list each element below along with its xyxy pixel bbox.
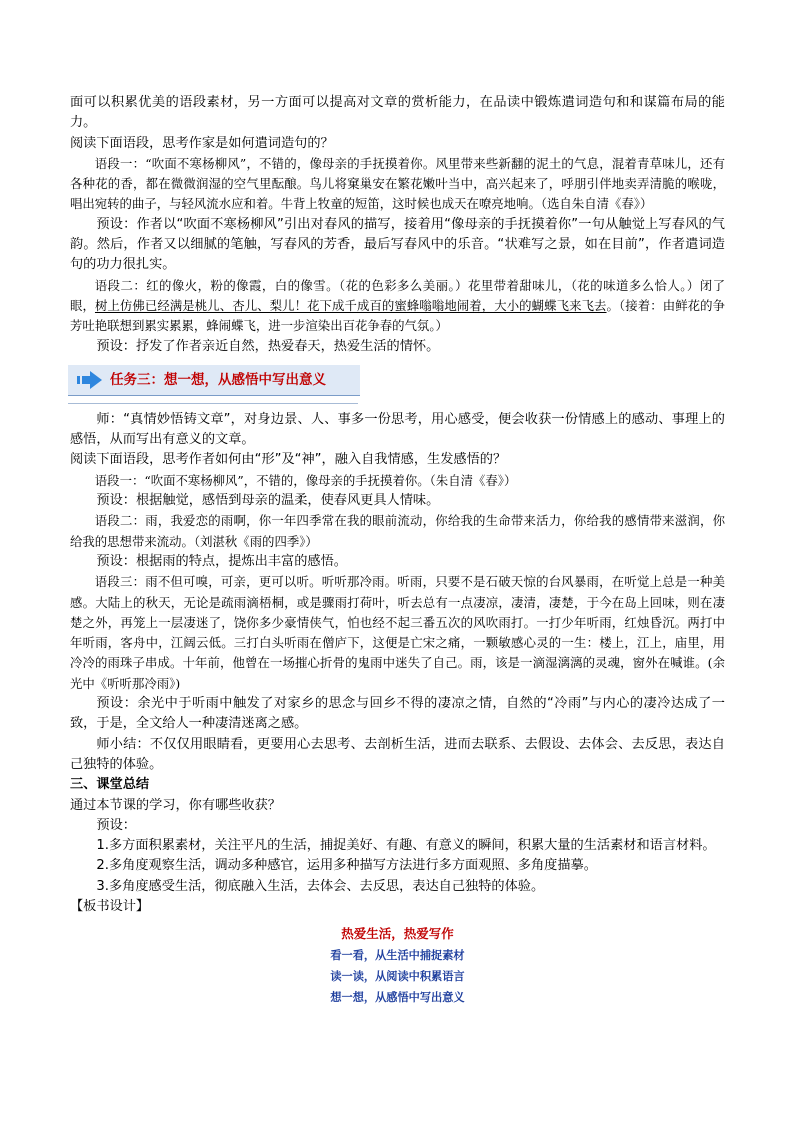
board-design-heading: 【板书设计】 — [70, 898, 150, 914]
class-summary-heading: 三、课堂总结 — [70, 777, 150, 793]
passage-two: 语段二：雨，我爱恋的雨啊，你一年四季常在我的眼前流动，你给我的生命带来活力，你给我的感情带来滋润，你给我的思想带来流动。（刘湛秋《雨的四季》） — [70, 513, 725, 549]
task-divider — [68, 403, 358, 404]
passage-three-answer: 预设：余光中于听雨中触发了对家乡的思念与回乡不得的凄凉之情，自然的“冷雨”与内心的凄冷达成了一致，于是，全文给人一种凄清迷离之感。 — [70, 696, 725, 732]
excerpt-two-end: 。（接着：由鲜花的争芳吐艳联想到累实累累，蜂闹蝶飞，进一步渲染出百花争春的气氛。） — [70, 297, 726, 334]
document-body — [70, 93, 725, 1008]
passage-one: 语段一：“吹面不寒杨柳风”，不错的，像母亲的手抚摸着你。（朱自清《春》） — [94, 472, 517, 488]
task-three-banner — [68, 365, 360, 396]
summary-item-2: 2.多角度观察生活，调动多种感官，运用多种描写方法进行多方面观照、多角度描摹。 — [96, 858, 597, 874]
arrow-right-icon — [77, 370, 103, 390]
board-line-1: 看一看，从生活中捕捉素材 — [330, 948, 465, 963]
intro-paragraph: 面可以积累优美的语段素材，另一方面可以提高对文章的赏析能力，在品读中锻炼遣词造句和和谋篇布局的能力。 — [70, 95, 725, 131]
excerpt-one-answer: 预设：作者以“吹面不寒杨柳风”引出对春风的描写，接着用“像母亲的手抚摸着你”一句从触觉上写春风的气韵。然后，作者又以细腻的笔触，写春风的芳香，最后写春风中的乐音。“状难写之景，如在目前”，作者遣词造句的功力很扎实。 — [70, 216, 725, 273]
passage-one-answer: 预设：根据触觉，感悟到母亲的温柔，使春风更具人情味。 — [96, 493, 440, 509]
board-line-2: 读一读，从阅读中积累语言 — [330, 969, 465, 984]
excerpt-one: 语段一：“吹面不寒杨柳风”，不错的，像母亲的手抚摸着你。风里带来些新翻的泥土的气息，混着青草味儿，还有各种花的香，都在微微润湿的空气里酝酿。鸟儿将窠巢安在繁花嫩叶当中，高兴起来了，呼朋引伴地卖弄清脆的喉咙，唱出宛转的曲子，与轻风流水应和着。牛背上牧童的短笛，这时候也成天在嘹亮地响。（选自朱自清《春》） — [70, 155, 725, 212]
teacher-remark: 师：“真情妙悟铸文章”，对身边景、人、事多一份思考，用心感受，便会收获一份情感上的感动、事理上的感悟，从而写出有意义的文章。 — [70, 411, 725, 448]
teacher-summary: 师小结：不仅仅用眼睛看，更要用心去思考、去剖析生活，进而去联系、去假设、去体会、去反思，表达自己独特的体验。 — [70, 736, 725, 772]
task-three-title: 任务三：想一想，从感悟中写出意义 — [110, 371, 326, 388]
excerpt-two-underlined: 树上仿佛已经满是桃儿、杏儿、梨儿！花下成千成百的蜜蜂嗡嗡地闹着，大小的蝴蝶飞来飞去 — [94, 297, 607, 313]
summary-item-3: 3.多角度感受生活，彻底融入生活，去体会、去反思，表达自己独特的体验。 — [96, 878, 545, 894]
excerpt-two — [70, 276, 725, 337]
intro-prompt: 阅读下面语段，思考作家是如何遣词造句的？ — [70, 135, 334, 151]
board-title: 热爱生活，热爱写作 — [341, 926, 454, 942]
class-summary-preset: 预设： — [96, 817, 136, 833]
passage-three: 语段三：雨不但可嗅，可亲，更可以听。听听那冷雨。听雨，只要不是石破天惊的台风暴雨，在听觉上总是一种美感。大陆上的秋天，无论是疏雨滴梧桐，或是骤雨打荷叶，听去总有一点凄凉，凄清，凄楚，于今在岛上回味，则在凄楚之外，再笼上一层凄迷了，饶你多少豪情侠气，怕也经不起三番五次的风吹雨打。一打少年听雨，红烛昏沉。两打中年听雨，客舟中，江阔云低。三打白头听雨在僧庐下，这便是亡宋之痛，一颗敏感心灵的一生：楼上，江上，庙里，用冷冷的雨珠子串成。十年前，他曾在一场摧心折骨的鬼雨中迷失了自己。雨，该是一滴湿漓漓的灵魂，窗外在喊谁。(余光中《听听那冷雨》) — [70, 574, 725, 691]
board-design — [70, 923, 725, 1008]
excerpt-two-answer: 预设：抒发了作者亲近自然，热爱春天，热爱生活的情怀。 — [96, 338, 440, 354]
board-line-3: 想一想，从感悟中写出意义 — [330, 990, 465, 1005]
section-three-prompt: 阅读下面语段，思考作者如何由“形”及“神”，融入自我情感，生发感悟的？ — [70, 452, 507, 468]
excerpt-two-start: 语段二：红的像火，粉的像霞，白的像雪。（花的色彩多么美丽。）花里带着甜味儿，（花的味道多么恰人。）闭了眼， — [70, 277, 725, 313]
summary-item-1: 1.多方面积累素材，关注平凡的生活，捕捉美好、有趣、有意义的瞬间，积累大量的生活素材和语言材料。 — [96, 838, 716, 854]
passage-two-answer: 预设：根据雨的特点，提炼出丰富的感悟。 — [96, 553, 347, 569]
class-summary-question: 通过本节课的学习，你有哪些收获？ — [70, 797, 281, 813]
